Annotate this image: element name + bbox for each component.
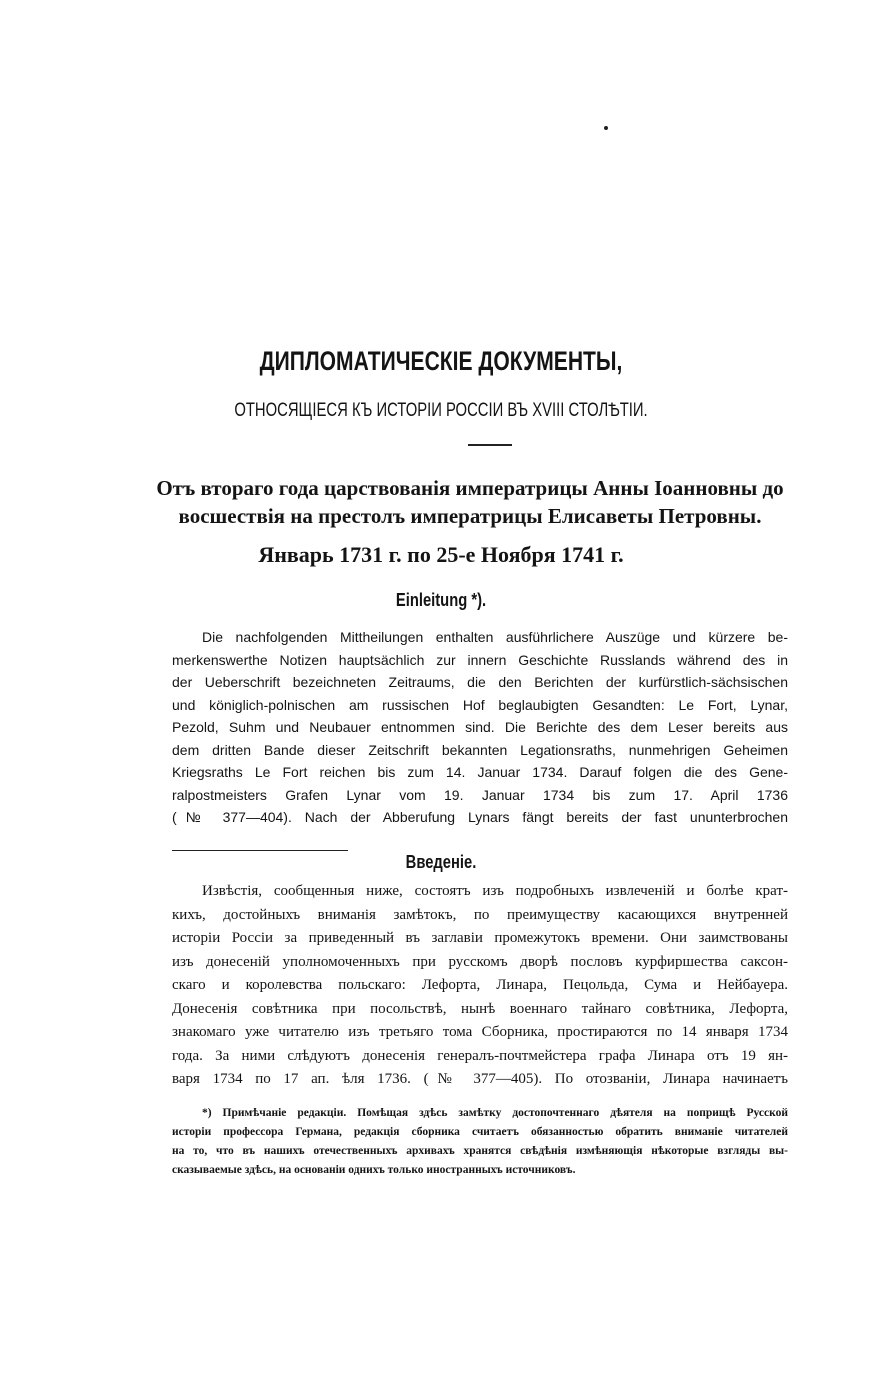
date-range: Январь 1731 г. по 25-е Ноября 1741 г. [258,542,624,567]
text-line: исторіи Россіи за приведенный въ заглавіи промежутокъ времени. Они заимствованы [172,930,788,946]
page-subtitle: ОТНОСЯЩІЕСЯ КЪ ИСТОРІИ РОССІИ ВЪ XVIII СТОЛѢТІИ. [234,400,648,421]
editor-footnote [172,1104,788,1180]
reign-line: Отъ втораго года царствованія императрицы Анны Іоанновны до [156,476,784,500]
text-line: und königlich-polnischen am russischen Hof beglaubigten Gesandten: Le Fort, Lynar, [172,696,788,713]
reign-heading [150,474,790,530]
title-divider [468,444,512,446]
text-line: Pezold, Suhm und Neubauer entnommen sind. Die Berichte des dem Leser bereits aus [172,719,788,735]
german-heading: Einleitung *). [395,590,487,610]
ink-dot [604,126,608,130]
text-line: Die nachfolgenden Mittheilungen enthalten ausführlichere Auszüge und kürzere be- [202,629,788,645]
footnote-line: исторіи профессора Германа, редакція сборника считаетъ обязанностью обратить вниманіе читателей [172,1126,788,1138]
reign-line: восшествія на престолъ императрицы Елисаветы Петровны. [178,504,762,528]
text-line: Kriegsraths Le Fort reichen bis zum 14. Januar 1734. Darauf folgen die des Gene- [172,764,788,780]
text-line: (№ 377—404). Nach der Abberufung Lynars fängt bereits der fast ununterbrochen [172,809,788,825]
footnote-line: *) Примѣчаніе редакціи. Помѣщая здѣсь замѣтку достопочтеннаго дѣятеля на поприщѣ Русской [202,1107,788,1119]
text-line: Донесенія совѣтника при посольствѣ, нынѣ военнаго тайнаго совѣтника, Лефорта, [172,1000,788,1017]
section-divider [172,850,348,851]
text-line: der Ueberschrift bezeichneten Zeitraums, die den Berichten der kurfürstlich-sächsischen [172,674,788,690]
text-line: merkenswerthe Notizen hauptsächlich zur innern Geschichte Russlands während des in [172,651,788,668]
text-line: изъ донесеній уполномоченныхъ при русскомъ дворѣ пословъ курфиршества саксон- [172,953,788,970]
german-paragraph [172,626,788,829]
text-line: кихъ, достойныхъ вниманія замѣтокъ, по преимуществу касающихся внутренней [172,906,788,923]
text-line: варя 1734 по 17 ап. ѣля 1736. (№ 377—405). По отозваніи, Линара начинаетъ [172,1071,788,1087]
text-line: скаго и королевства польскаго: Лефорта, Линара, Пецольда, Сума и Нейбауера. [172,977,788,993]
russian-paragraph [172,880,788,1092]
footnote-line: сказываемые здѣсь, на основаніи однихъ только иностранныхъ источниковъ. [172,1164,576,1176]
text-line: Извѣстія, сообщенныя ниже, состоятъ изъ подробныхъ извлеченій и болѣе крат- [202,883,788,899]
russian-heading: Введеніе. [405,852,477,872]
text-line: ralpostmeisters Grafen Lynar vom 19. Januar 1734 bis zum 17. April 1736 [172,786,788,803]
footnote-line: на то, что въ нашихъ отечественныхъ архивахъ хранятся свѣдѣнія измѣняющія нѣкоторые взгляды вы- [172,1145,788,1157]
text-line: знакомаго уже читателю изъ третьяго тома Сборника, простираются по 14 января 1734 [172,1024,788,1040]
text-line: dem dritten Bande dieser Zeitschrift bekannten Legationsraths, nunmehrigen Geheimen [172,741,788,758]
page-title: ДИПЛОМАТИЧЕСКІЕ ДОКУМЕНТЫ, [259,346,623,376]
text-line: года. За ними слѣдуютъ донесенія генералъ-почтмейстера графа Линара отъ 19 ян- [172,1047,788,1064]
